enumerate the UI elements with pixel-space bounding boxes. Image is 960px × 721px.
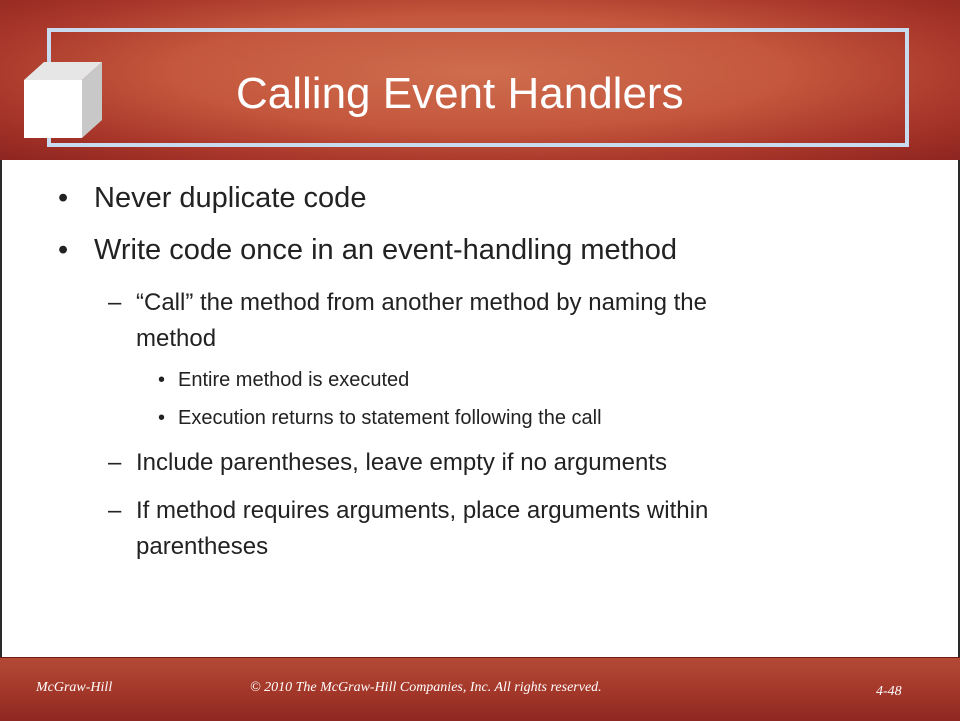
slide-header — [0, 0, 960, 160]
sub-bullet-text: If method requires arguments, place arguments within — [136, 497, 709, 524]
sub-bullet-marker: – — [108, 289, 122, 316]
sub-bullet-text-continued: parentheses — [136, 533, 269, 560]
bullet-marker: • — [58, 234, 69, 266]
bullet-text: Never duplicate code — [94, 182, 367, 214]
sub-bullet-marker: – — [108, 497, 122, 524]
sub-sub-bullet-marker: • — [158, 369, 166, 391]
sub-bullet-marker: – — [108, 449, 122, 476]
footer-page-number: 4-48 — [876, 684, 902, 699]
slide-title: Calling Event Handlers — [236, 69, 684, 118]
slide-footer — [0, 657, 960, 721]
sub-sub-bullet-text: Entire method is executed — [178, 369, 410, 391]
footer-copyright: © 2010 The McGraw-Hill Companies, Inc. All rights reserved. — [250, 680, 602, 695]
sub-sub-bullet-text: Execution returns to statement following the call — [178, 407, 602, 429]
cube-icon — [20, 58, 110, 144]
sub-bullet-text: “Call” the method from another method by naming the — [136, 289, 707, 316]
bullet-text: Write code once in an event-handling method — [94, 234, 678, 266]
footer-publisher: McGraw-Hill — [36, 680, 113, 695]
bullet-marker: • — [58, 182, 69, 214]
sub-bullet-text-continued: method — [136, 325, 217, 352]
sub-bullet-text: Include parentheses, leave empty if no arguments — [136, 449, 667, 476]
sub-sub-bullet-marker: • — [158, 407, 166, 429]
